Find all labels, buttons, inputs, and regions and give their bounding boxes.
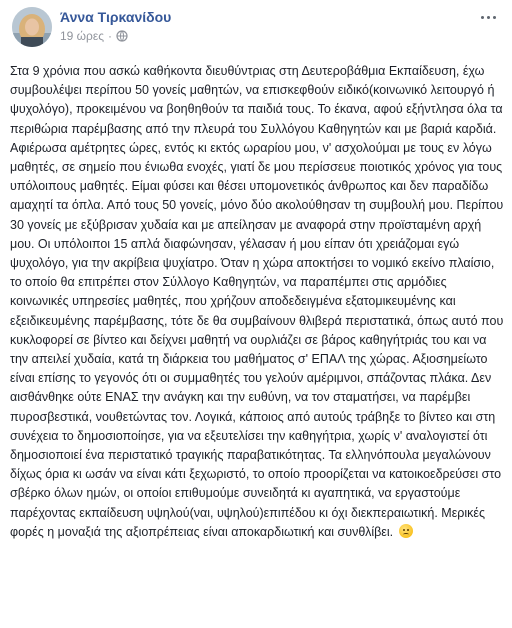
more-dot xyxy=(481,16,484,19)
post-text xyxy=(10,62,506,542)
avatar-image xyxy=(12,7,52,47)
more-dot xyxy=(487,16,490,19)
post-meta xyxy=(60,29,128,43)
post-timestamp[interactable]: 19 ώρες xyxy=(60,29,105,43)
post-paragraph: Στα 9 χρόνια που ασκώ καθήκοντα διευθύντριας στη Δευτεροβάθμια Εκπαίδευση, έχω συμβουλέψει περίπου 50 γονείς μαθητών, να επισκεφθούν ειδικό(κοινωνικό λειτουργό ή ψυχολόγο), προκειμένου να βοηθηθούν τα παιδιά τους. Το έκανα, αφού εξήντλησα όλα τα περιθώρια παρέμβασης από την πλευρά του Συλλόγου Καθηγητών και με βαριά καρδιά. Αφιέρωσα αμέτρητες ώρες, εντός κι εκτός ωραρίου μου, ν' ασχολούμαι με τους εν λόγω μαθητές, σε σημείο που ένιωθα ενοχές, γιατί δε μου περίσσευε ποιοτικός χρόνος για τους υπόλοιπους μαθητές. Είμαι φύσει και θέσει υπομονετικός άνθρωπος και δεν παραδίδω αμαχητί τα όπλα. Από τους 50 γονείς, μόνο δύο ακολούθησαν τη συμβουλή μου. Περίπου 30 γονείς με εξύβρισαν χυδαία και με απείλησαν με αναφορά στην προϊσταμένη αρχή μου. Οι υπόλοιποι 15 απλά διαφώνησαν, γέλασαν ή μου είπαν ότι χρειάζομαι εγώ ψυχολόγο, για την ακρίβεια ψυχίατρο. Όταν η χώρα αποκτήσει το νομικό εκείνο πλαίσιο, το οποίο θα επιτρέπει στον Σύλλογο Καθηγητών, να παραπέμπει στις αρμόδιες κοινωνικές υπηρεσίες μαθητές, που χρήζουν αποδεδειγμένα εξατομικευμένης και εξειδικευμένης παρέμβασης, τότε δε θα συμβαίνουν θλιβερά περιστατικά, όπως αυτό που κυκλοφορεί σε βίντεο και δείχνει μαθητή να ουρλιάζει σε βάρος καθηγήτριάς του και να την απειλεί χυδαία, κατά τη διάρκεια του μαθήματος σ' ΕΠΑΛ της χώρας. Αξιοσημείωτο είναι επίσης το γεγονός ότι οι συμμαθητές του γελούν αμέριμνοι, σπάζοντας πλάκα. Δεν αισθάνθηκε ούτε ΕΝΑΣ την ανάγκη και την ευθύνη, να τον σταματήσει, να παρέμβει πυροσβεστικά, νουθετώντας τον. Λογικά, κάποιος από αυτούς τράβηξε το βίντεο και στη συνέχεια το δημοσιοποίησε, για να εξευτελίσει την καθηγήτρια, χωρίς ν' αναλογιστεί ότι δημοσιοποιεί ένα περιστατικό τραγικής παραβατικότητας. Τα ελληνόπουλα μεγαλώνουν δίχως όρια κι ωσάν να είναι κάτι ξεχωριστό, το οποίο προορίζεται να κατοικοεδρεύσει στο σβέρκο όλων ημών, οι οποίοι επιθυμούμε συνειδητά κι αγαπητικά, να εργαστούμε παρέχοντας εκπαίδευση υψηλού(ναι, υψηλού)επιπέδου κι όχι διεκπεραιωτική. Μερικές φορές η μοναξιά της αξιοπρέπειας είναι αποκαρδιωτική και συνθλίβει. xyxy=(10,64,504,539)
post-header xyxy=(12,7,502,55)
author-name[interactable]: Άννα Τιρκανίδου xyxy=(60,9,172,25)
more-options-button[interactable] xyxy=(478,11,498,23)
more-dot xyxy=(493,16,496,19)
post-body xyxy=(10,62,506,542)
sad-face-emoji-icon xyxy=(399,524,413,538)
meta-separator: · xyxy=(108,29,113,43)
avatar[interactable] xyxy=(12,7,52,47)
globe-icon xyxy=(116,30,128,42)
